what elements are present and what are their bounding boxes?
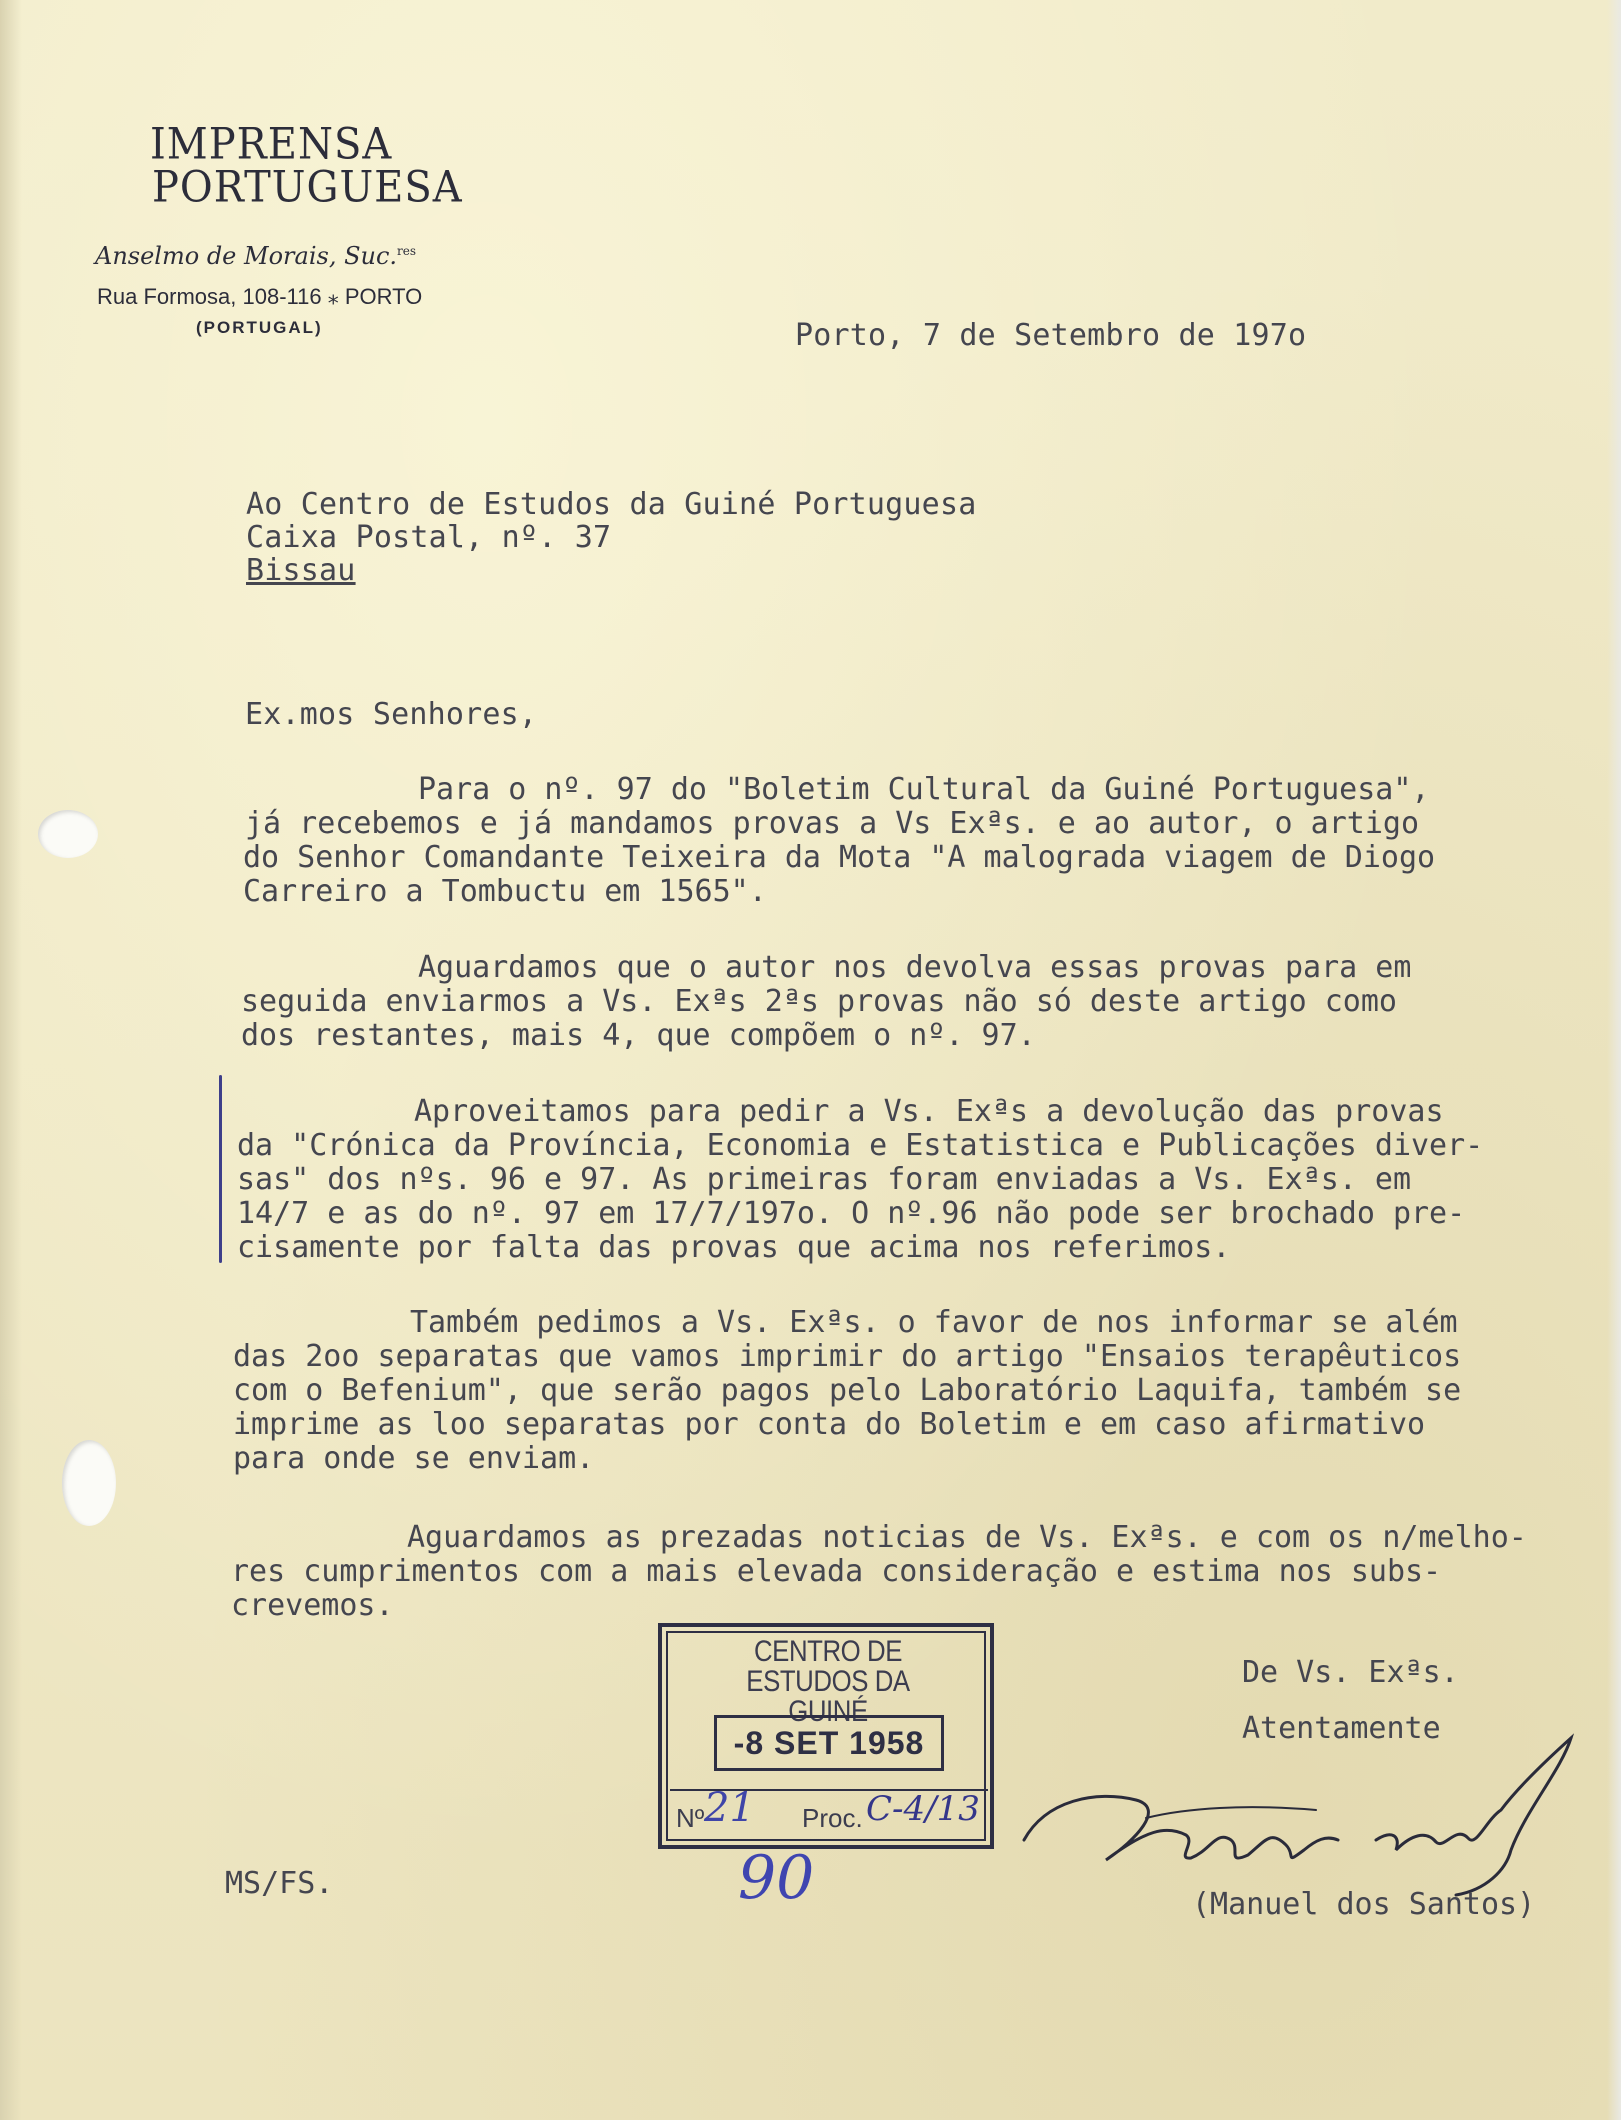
margin-mark	[219, 1075, 222, 1263]
text-line: dos restantes, mais 4, que compõem o nº. 97.	[241, 1018, 1036, 1053]
text-line: Para o nº. 97 do "Boletim Cultural da Guiné Portuguesa",	[418, 772, 1430, 807]
text-line: Também pedimos a Vs. Exªs. o favor de nos informar se além	[410, 1305, 1458, 1340]
letterhead-address: Rua Formosa, 108-116 ⁎ PORTO	[97, 284, 423, 309]
stamp-date: -8 SET 1958	[714, 1715, 944, 1771]
firm-suffix: res	[397, 244, 417, 258]
typist-initials: MS/FS.	[225, 1866, 334, 1901]
text-line: imprime as loo separatas por conta do Boletim e em caso afirmativo	[233, 1407, 1426, 1442]
text-line: já recebemos e já mandamos provas a Vs Exªs. e ao autor, o artigo	[245, 806, 1419, 841]
letter-date: Porto, 7 de Setembro de 197o	[795, 318, 1307, 353]
text-line: Aproveitamos para pedir a Vs. Exªs a devolução das provas	[414, 1094, 1444, 1129]
text-line: Aguardamos que o autor nos devolva essas provas para em	[418, 950, 1412, 985]
text-line: Aguardamos as prezadas noticias de Vs. Exªs. e com os n/melho-	[407, 1520, 1527, 1555]
stamp-title	[694, 1637, 962, 1727]
text-line: sas" dos nºs. 96 e 97. As primeiras foram enviadas a Vs. Exªs. em	[237, 1162, 1411, 1197]
stamp-proc-handwritten: C-4/13	[866, 1789, 980, 1829]
text-line: res cumprimentos com a mais elevada consideração e estima nos subs-	[231, 1554, 1442, 1589]
stamp-title-line-2: GUINÉ	[788, 1695, 868, 1728]
company-line-1: IMPRENSA	[150, 119, 393, 170]
text-line: Carreiro a Tombuctu em 1565".	[243, 874, 767, 909]
handwritten-annotation: 90	[738, 1843, 815, 1913]
recipient-line-1: Ao Centro de Estudos da Guiné Portuguesa	[246, 487, 977, 522]
text-line: com o Befenium", que serão pagos pelo Laboratório Laquifa, também se	[233, 1373, 1462, 1408]
text-line: para onde se enviam.	[233, 1441, 595, 1476]
stamp-title-line-1: CENTRO DE ESTUDOS DA	[746, 1635, 910, 1698]
recipient-line-2: Caixa Postal, nº. 37	[246, 520, 612, 555]
text-line: cisamente por falta das provas que acima nos referimos.	[237, 1230, 1231, 1265]
page-edge-shadow	[0, 0, 22, 2120]
text-line: das 2oo separatas que vamos imprimir do artigo "Ensaios terapêuticos	[233, 1339, 1462, 1374]
handwritten-signature	[1016, 1730, 1596, 1900]
letterhead-country: (PORTUGAL)	[196, 318, 323, 337]
stamp-number-label: Nº	[676, 1803, 705, 1833]
punch-hole-upper	[38, 810, 98, 858]
letterhead-firm	[95, 242, 416, 270]
punch-hole-lower	[62, 1440, 116, 1526]
recipient-line-3: Bissau	[246, 553, 356, 588]
stamp-number-handwritten: 21	[704, 1785, 755, 1831]
text-line: do Senhor Comandante Teixeira da Mota "A malograda viagem de Diogo	[243, 840, 1436, 875]
page-edge-scan	[1607, 0, 1621, 2120]
signatory-name: (Manuel dos Santos)	[1192, 1887, 1536, 1922]
text-line: crevemos.	[231, 1588, 394, 1623]
text-line: seguida enviarmos a Vs. Exªs 2ªs provas não só deste artigo como	[241, 984, 1397, 1019]
firm-name: Anselmo de Morais, Suc.	[95, 242, 398, 270]
salutation: Ex.mos Senhores,	[245, 697, 538, 732]
company-line-2: PORTUGUESA	[152, 162, 463, 213]
text-line: 14/7 e as do nº. 97 em 17/7/197o. O nº.96 não pode ser brochado pre-	[237, 1196, 1466, 1231]
text-line: da "Crónica da Província, Economia e Estatistica e Publicações diver-	[237, 1128, 1484, 1163]
closing-line-2: Atentamente	[1242, 1711, 1441, 1746]
stamp-proc-label: Proc.	[802, 1803, 863, 1833]
letterhead-company-name	[150, 119, 463, 213]
closing-line-1: De Vs. Exªs.	[1242, 1655, 1459, 1690]
